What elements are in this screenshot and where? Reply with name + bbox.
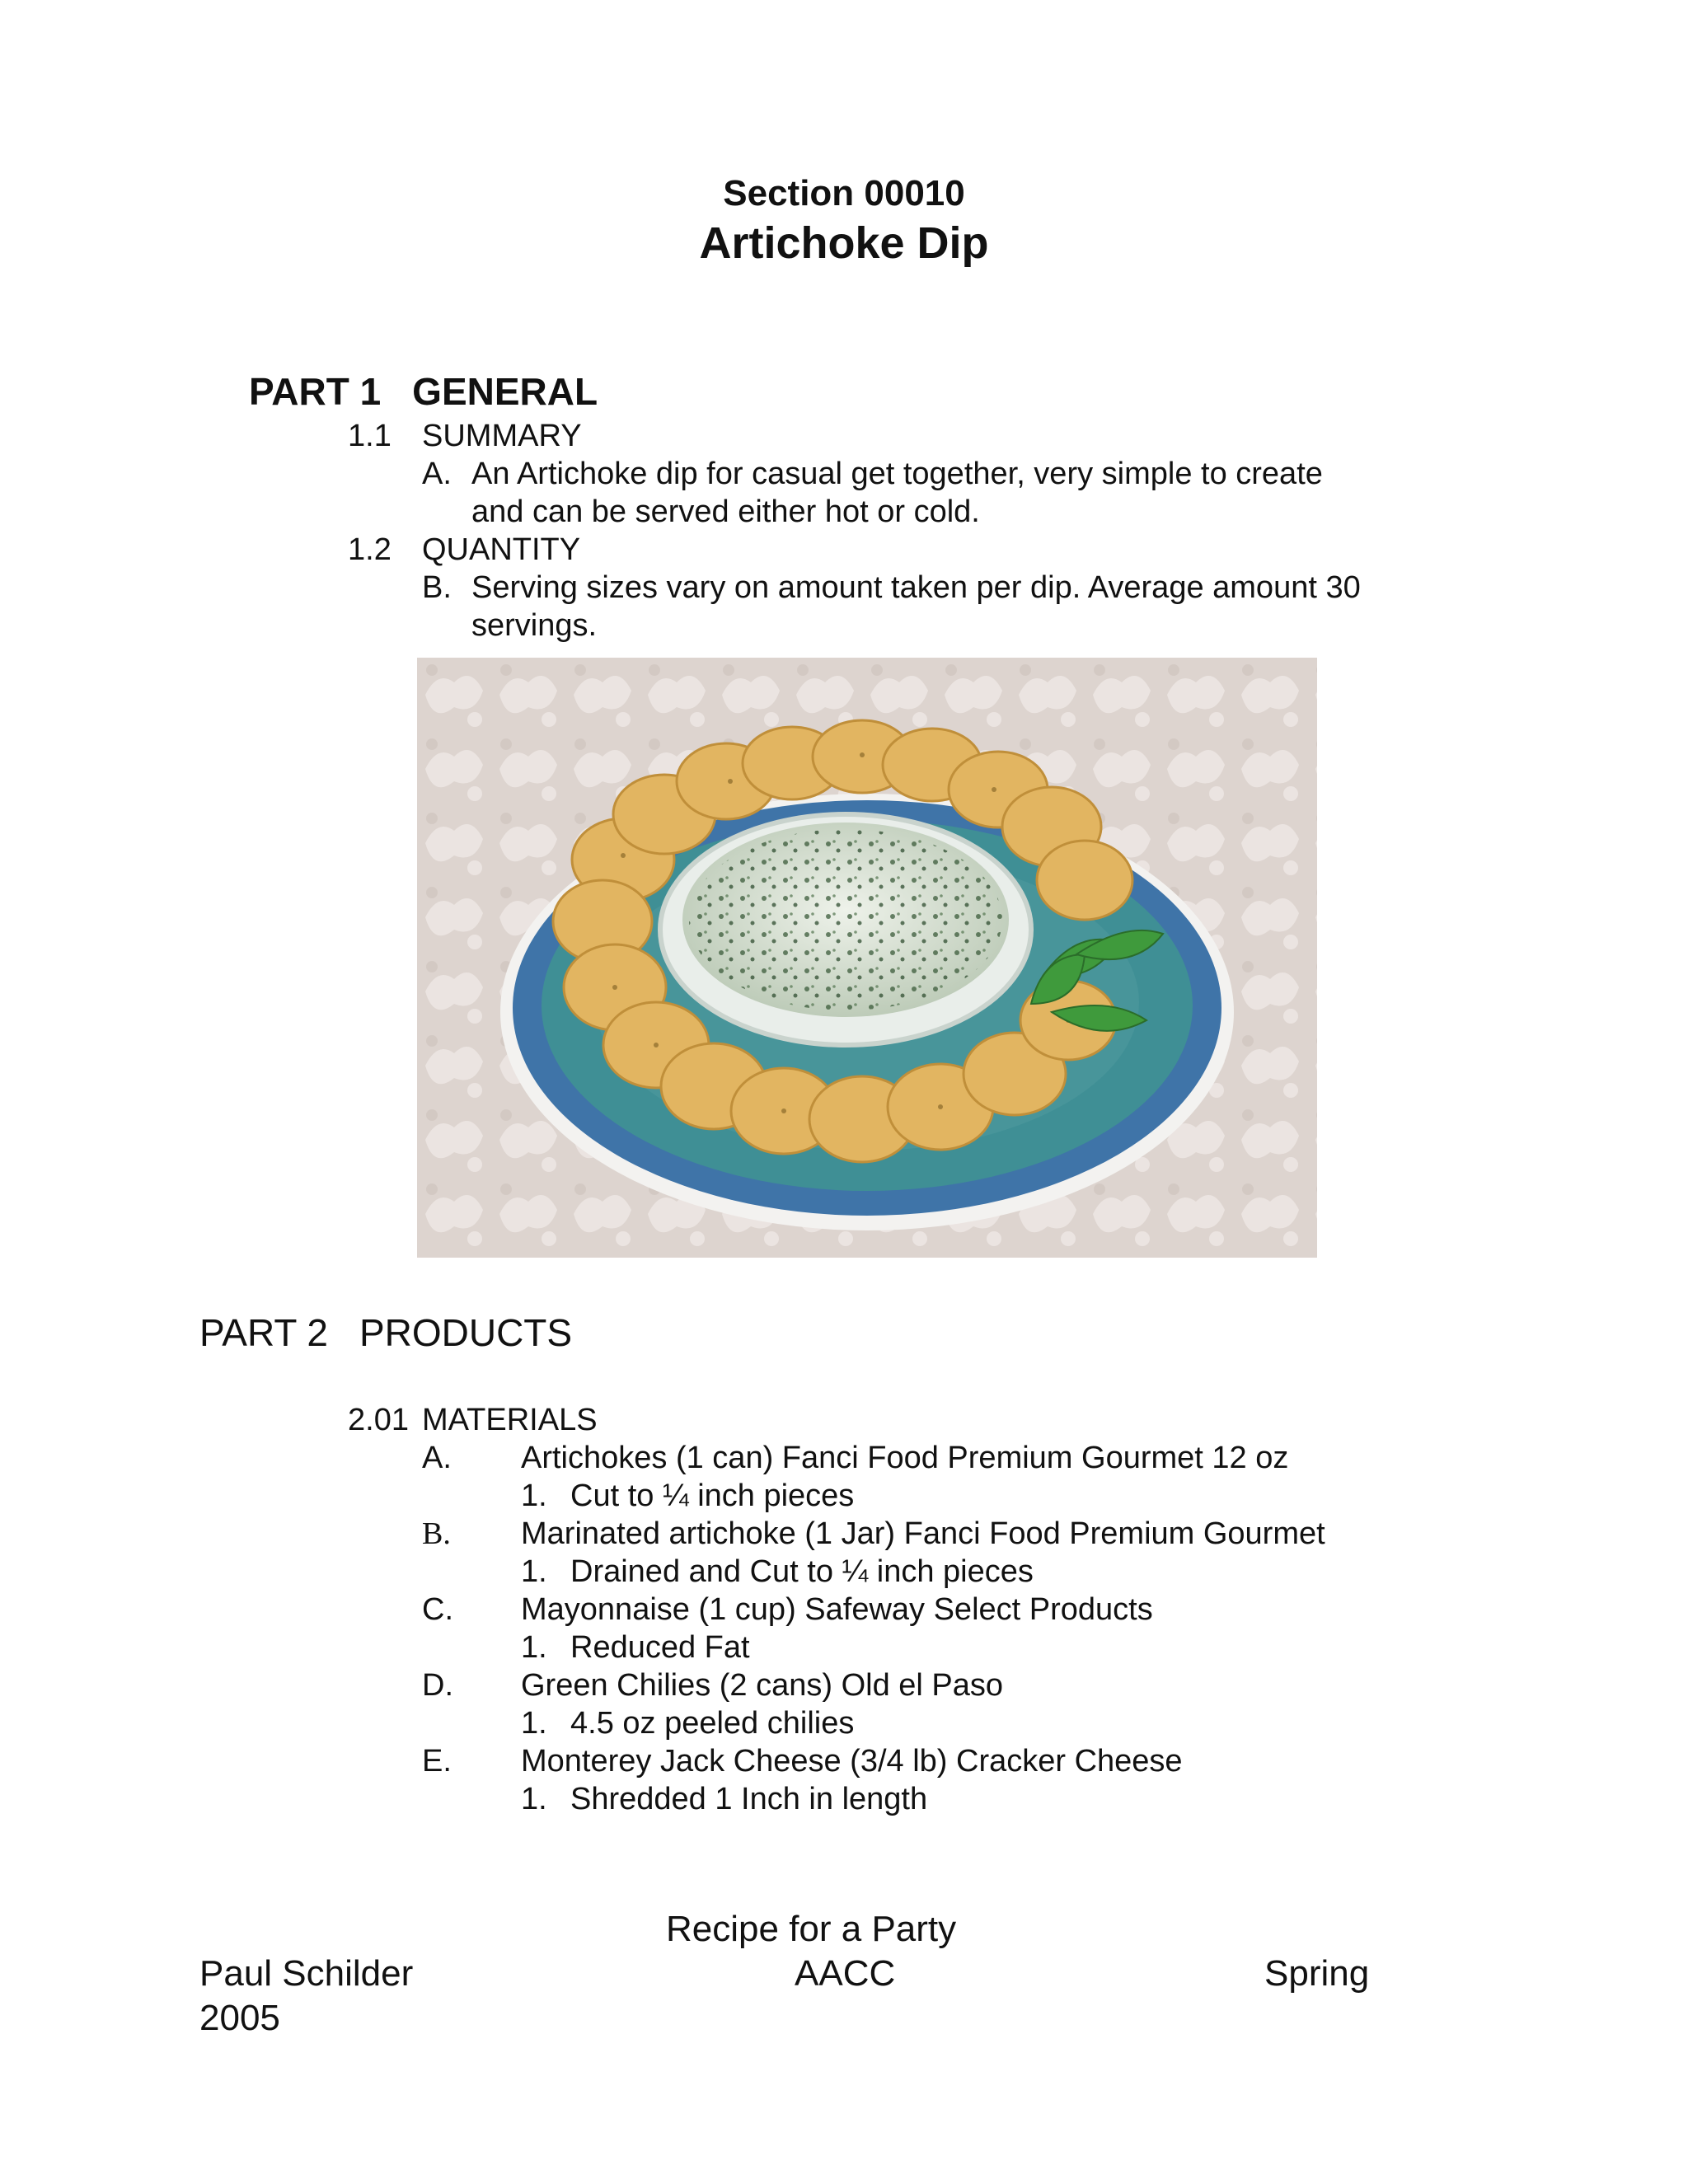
material-sub-text: Shredded 1 Inch in length xyxy=(570,1782,928,1816)
item-line: and can be served either hot or cold. xyxy=(471,494,980,529)
part1-heading xyxy=(249,369,598,414)
part2-title: PRODUCTS xyxy=(359,1311,573,1354)
material-sub-text: 4.5 oz peeled chilies xyxy=(570,1706,855,1741)
item-line: An Artichoke dip for casual get together, very simple to create xyxy=(471,457,1323,491)
item-line: Serving sizes vary on amount taken per dip. Average amount 30 xyxy=(471,570,1361,605)
article-number: 1.1 xyxy=(348,419,392,453)
material-text: Monterey Jack Cheese (3/4 lb) Cracker Cheese xyxy=(521,1744,1183,1779)
material-sub-text: Drained and Cut to ¼ inch pieces xyxy=(570,1554,1034,1589)
footer-season: Spring xyxy=(1264,1953,1370,1994)
article-title: MATERIALS xyxy=(422,1403,598,1437)
part1-title: GENERAL xyxy=(412,370,598,413)
article-number: 2.01 xyxy=(348,1403,409,1437)
footer-organization: AACC xyxy=(795,1953,896,1994)
material-sub-text: Reduced Fat xyxy=(570,1630,750,1665)
material-text: Artichokes (1 can) Fanci Food Premium Gourmet 12 oz xyxy=(521,1441,1289,1475)
material-sub-label: 1. xyxy=(521,1630,547,1665)
article-title: QUANTITY xyxy=(422,532,581,567)
material-sub-text: Cut to ¼ inch pieces xyxy=(570,1479,855,1513)
material-label: A. xyxy=(422,1441,452,1475)
material-label: B. xyxy=(422,1516,451,1551)
item-label: B. xyxy=(422,570,452,605)
material-label: D. xyxy=(422,1668,453,1703)
material-sub-label: 1. xyxy=(521,1706,547,1741)
material-sub-label: 1. xyxy=(521,1554,547,1589)
footer-heading: Recipe for a Party xyxy=(666,1909,957,1949)
item-line: servings. xyxy=(471,608,598,643)
section-number: Section 00010 xyxy=(723,173,965,213)
document-title: Artichoke Dip xyxy=(699,218,989,268)
material-sub-label: 1. xyxy=(521,1782,547,1816)
material-text: Green Chilies (2 cans) Old el Paso xyxy=(521,1668,1004,1703)
material-label: C. xyxy=(422,1592,453,1627)
part1-number: PART 1 xyxy=(249,370,382,413)
article-number: 1.2 xyxy=(348,532,392,567)
article-title: SUMMARY xyxy=(422,419,582,453)
material-sub-label: 1. xyxy=(521,1479,547,1513)
material-text: Marinated artichoke (1 Jar) Fanci Food Premium Gourmet xyxy=(521,1516,1325,1551)
artichoke-dip-photo xyxy=(417,658,1317,1258)
footer-year: 2005 xyxy=(199,1998,280,2038)
material-label: E. xyxy=(422,1744,452,1779)
footer-author: Paul Schilder xyxy=(199,1953,414,1994)
material-text: Mayonnaise (1 cup) Safeway Select Products xyxy=(521,1592,1153,1627)
part2-number: PART 2 xyxy=(199,1311,328,1354)
part2-heading xyxy=(199,1310,572,1355)
item-label: A. xyxy=(422,457,452,491)
